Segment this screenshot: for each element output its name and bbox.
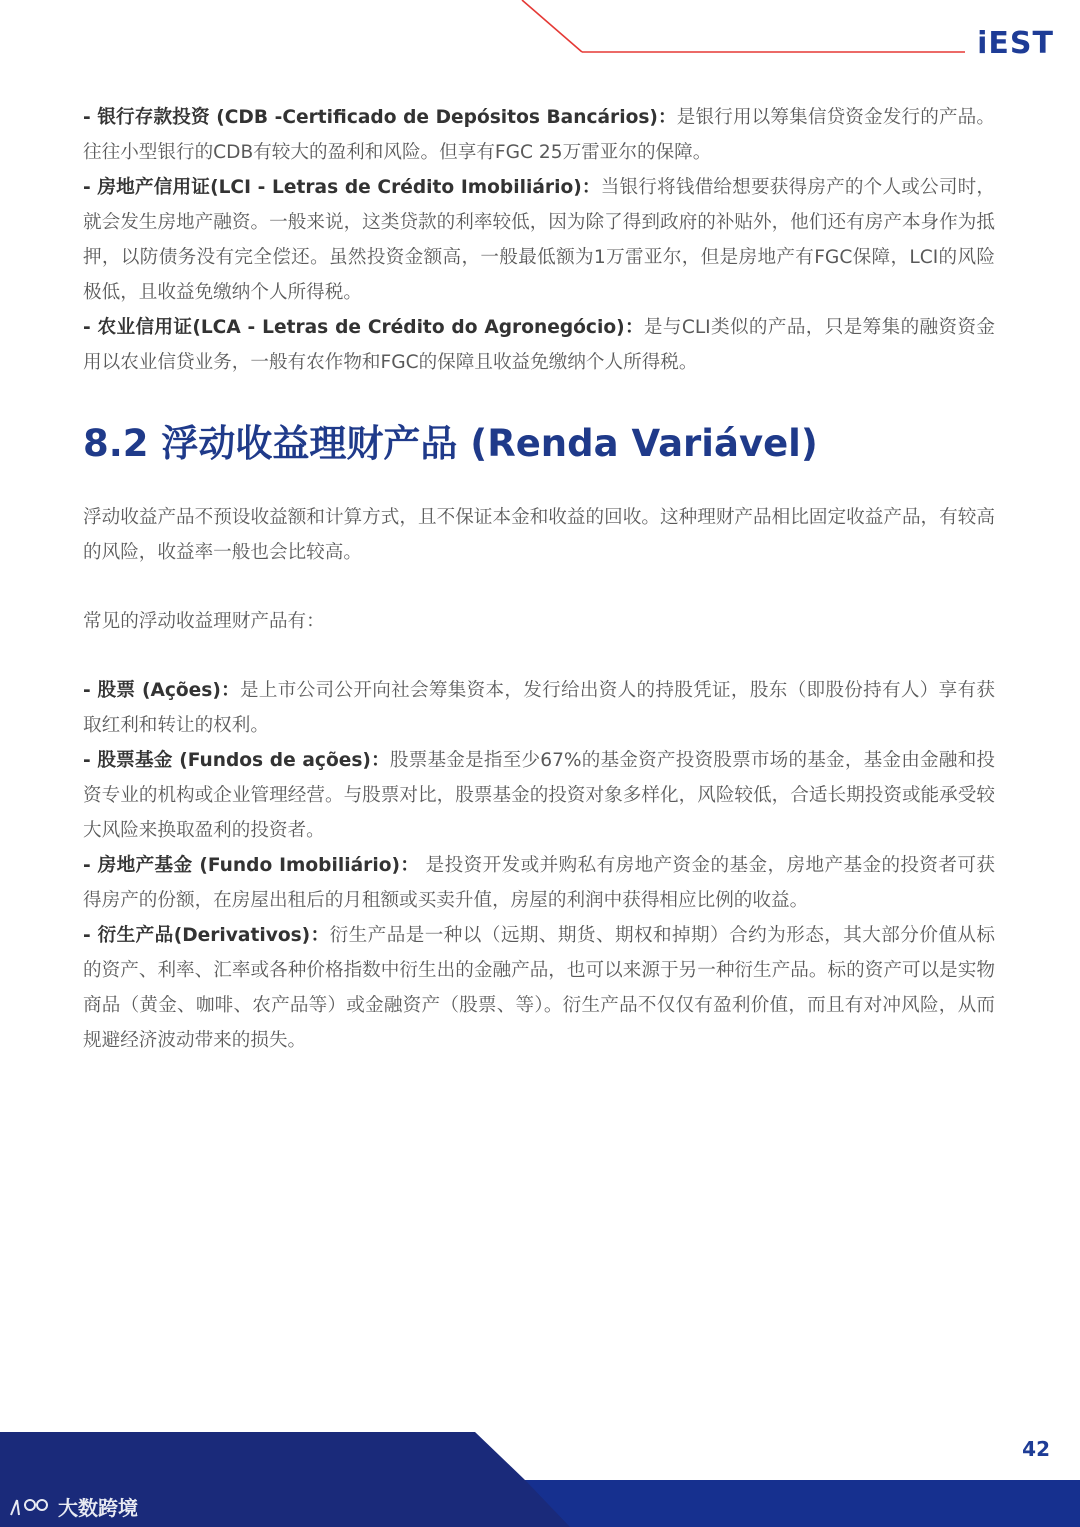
iest-logo: iEST: [977, 26, 1054, 61]
item-term: - 衍生产品(Derivativos)：: [83, 925, 330, 946]
item-text: 衍生产品是一种以（远期、期货、期权和掉期）合约为形态，其大部分价值从标的资产、利率、汇率或各种价格指数中衍生出的金融产品，也可以来源于另一种衍生产品。标的资产可以是实物商品（黄金、咖啡、农产品等）或金融资产（股票、等）。衍生产品不仅仅有盈利价值，而且有对冲风险，从而规避经济波动带来的损失。: [83, 925, 995, 1051]
item-term: - 房地产信用证(LCI - Letras de Crédito Imobiliário)：: [83, 177, 601, 198]
watermark: [8, 1492, 138, 1521]
list-item: [83, 170, 995, 310]
item-term: - 股票基金 (Fundos de ações)：: [83, 750, 390, 771]
item-text: 是投资开发或并购私有房地产资金的基金，房地产基金的投资者可获得房产的份额，在房屋出租后的月租额或买卖升值，房屋的利润中获得相应比例的收益。: [83, 855, 995, 911]
fixed-income-list: [83, 100, 995, 380]
list-item: [83, 848, 995, 918]
watermark-logo-icon: [8, 1495, 52, 1519]
item-term: - 农业信用证(LCA - Letras de Crédito do Agronegócio)：: [83, 317, 644, 338]
list-intro: 常见的浮动收益理财产品有：: [83, 611, 325, 632]
footer-bar: [0, 1432, 1080, 1527]
item-term: - 银行存款投资 (CDB -Certificado de Depósitos Bancários)：: [83, 107, 677, 128]
item-text: 当银行将钱借给想要获得房产的个人或公司时，就会发生房地产融资。一般来说，这类贷款的利率较低，因为除了得到政府的补贴外，他们还有房产本身作为抵押，以防债务没有完全偿还。虽然投资金额高，一般最低额为1万雷亚尔，但是房地产有FGC保障，LCI的风险极低，且收益免缴纳个人所得税。: [83, 177, 995, 303]
list-item: [83, 673, 995, 743]
item-term: - 房地产基金 (Fundo Imobiliário)：: [83, 855, 420, 876]
watermark-text: 大数跨境: [58, 1496, 138, 1520]
section-intro: 浮动收益产品不预设收益额和计算方式，且不保证本金和收益的回收。这种理财产品相比固定收益产品，有较高的风险，收益率一般也会比较高。: [83, 507, 995, 563]
item-text: 是上市公司公开向社会筹集资本，发行给出资人的持股凭证，股东（即股份持有人）享有获取红利和转让的权利。: [83, 680, 995, 736]
item-text: 股票基金是指至少67%的基金资产投资股票市场的基金，基金由金融和投资专业的机构或企业管理经营。与股票对比，股票基金的投资对象多样化，风险较低，合适长期投资或能承受较大风险来换取盈利的投资者。: [83, 750, 995, 841]
list-item: [83, 100, 995, 170]
item-term: - 股票 (Ações)：: [83, 680, 241, 701]
section-title: 8.2 浮动收益理财产品 (Renda Variável): [83, 422, 818, 465]
header-decoration: [0, 0, 1080, 60]
list-item: [83, 918, 995, 1058]
list-item: [83, 310, 995, 380]
list-item: [83, 743, 995, 848]
item-text: 是与CLI类似的产品，只是筹集的融资资金用以农业信贷业务，一般有农作物和FGC的保障且收益免缴纳个人所得税。: [83, 317, 996, 373]
item-text: 是银行用以筹集信贷资金发行的产品。往往小型银行的CDB有较大的盈利和风险。但享有FGC 25万雷亚尔的保障。: [83, 107, 995, 163]
page-number: 42: [1022, 1437, 1050, 1461]
variable-income-list: [83, 673, 995, 1058]
page-content: [83, 100, 995, 1058]
